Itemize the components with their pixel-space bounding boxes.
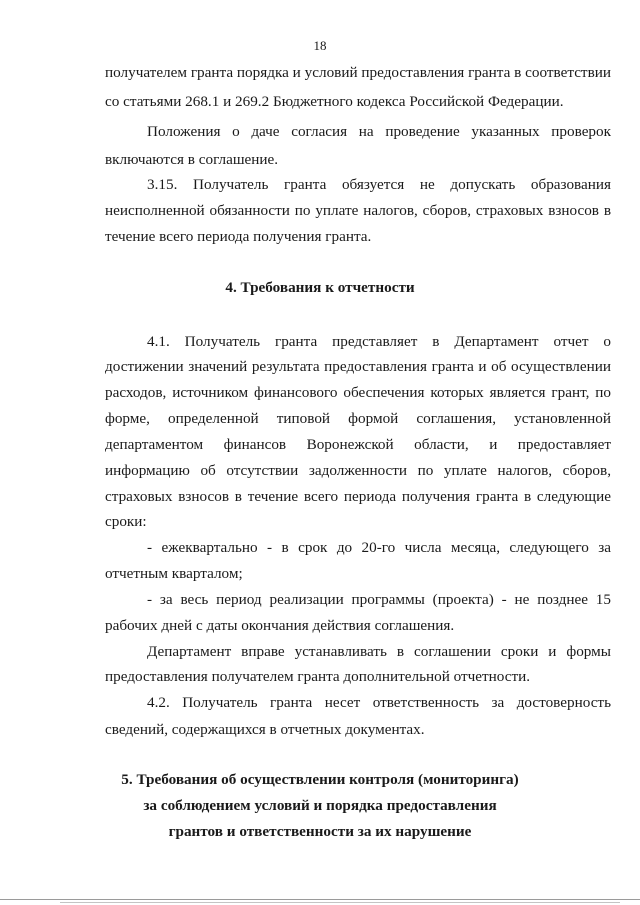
text-line: неисполненной обязанности по уплате налогов, сборов, страховых взносов в <box>105 202 611 219</box>
text-line: 4.2. Получатель гранта несет ответственность за достоверность <box>147 694 611 711</box>
scan-edge-line <box>60 902 620 903</box>
text-line: Департамент вправе устанавливать в соглашении сроки и формы <box>147 643 611 660</box>
text-line: информацию об отсутствии задолженности по уплате налогов, сборов, <box>105 462 611 479</box>
list-item-line: - за весь период реализации программы (проекта) - не позднее 15 <box>147 591 611 608</box>
text-line: сведений, содержащихся в отчетных документах. <box>105 721 425 738</box>
section-heading: 4. Требования к отчетности <box>225 279 415 296</box>
section-heading: грантов и ответственности за их нарушение <box>168 823 472 840</box>
text-line: 4.1. Получатель гранта представляет в Департамент отчет о <box>147 333 611 350</box>
text-line: включаются в соглашение. <box>105 151 279 168</box>
section-heading: 5. Требования об осуществлении контроля (мониторинга) <box>121 771 519 788</box>
text-line: страховых взносов в течение всего периода получения гранта в следующие <box>105 488 611 505</box>
text-line: отчетным кварталом; <box>105 565 243 582</box>
text-line: форме, определенной типовой формой соглашения, установленной <box>105 410 611 427</box>
section-heading: за соблюдением условий и порядка предоставления <box>143 797 497 814</box>
text-line: предоставления получателем гранта дополнительной отчетности. <box>105 668 531 685</box>
text-line: 3.15. Получатель гранта обязуется не допускать образования <box>147 176 611 193</box>
text-line: достижении значений результата предоставления гранта и об осуществлении <box>105 358 611 375</box>
text-line: расходов, источником финансового обеспечения которых является грант, по <box>105 384 611 401</box>
list-item-line: - ежеквартально - в срок до 20-го числа месяца, следующего за <box>147 539 611 556</box>
text-line: рабочих дней с даты окончания действия соглашения. <box>105 617 455 634</box>
text-line: со статьями 268.1 и 269.2 Бюджетного кодекса Российской Федерации. <box>105 93 564 110</box>
text-line: сроки: <box>105 513 147 530</box>
text-line: течение всего периода получения гранта. <box>105 228 372 245</box>
text-line: получателем гранта порядка и условий предоставления гранта в соответствии <box>105 64 611 81</box>
scan-edge-line <box>0 899 640 900</box>
page-number: 18 <box>313 38 327 53</box>
text-line: департаментом финансов Воронежской области, и предоставляет <box>105 436 611 453</box>
text-line: Положения о даче согласия на проведение указанных проверок <box>147 123 611 140</box>
